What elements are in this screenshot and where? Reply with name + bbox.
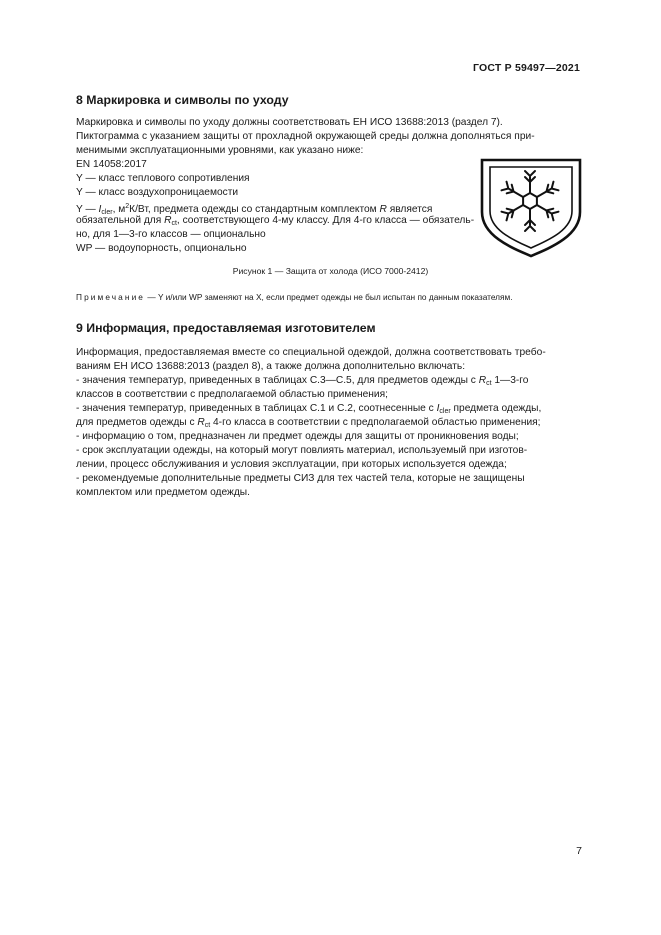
section-8-paragraph-2-line-2: менимыми эксплуатационными уровнями, как указано ниже: <box>76 145 364 156</box>
text: , соответствующего 4-му классу. Для 4-го класса — обязатель- <box>176 215 475 226</box>
text: Y — <box>76 204 99 215</box>
subscript: ct <box>204 422 211 429</box>
text: 1—3-го <box>491 375 529 386</box>
section-8-paragraph-2-line-1: Пиктограмма с указанием защиты от прохладной окружающей среды должна дополняться при- <box>76 131 535 142</box>
text: для предметов одежды с <box>76 417 198 428</box>
level-thermal-resistance: Y — класс теплового сопротивления <box>76 173 250 184</box>
text: обязательной для <box>76 215 165 226</box>
text: предмета одежды, <box>450 403 542 414</box>
subscript: ct <box>171 220 177 227</box>
symbol: R <box>478 375 487 386</box>
list-item-3: - информацию о том, предназначен ли предмет одежды для защиты от проникновения воды; <box>76 431 519 442</box>
symbol: I <box>98 204 102 215</box>
superscript: 2 <box>125 203 130 210</box>
list-item-1-line-2: классов в соответствии с предполагаемой областью применения; <box>76 389 388 400</box>
list-item-5-line-1: - рекомендуемые дополнительные предметы СИЗ для тех частей тела, которые не защищены <box>76 473 525 484</box>
list-item-4-line-1: - срок эксплуатации одежды, на который могут повлиять материал, используемый при изготов- <box>76 445 528 456</box>
subscript: ct <box>486 380 492 387</box>
text: , м <box>112 204 126 215</box>
subscript: cler <box>101 209 113 216</box>
list-item-5-line-2: комплектом или предметом одежды. <box>76 487 250 498</box>
standard-reference: EN 14058:2017 <box>76 159 147 170</box>
note-label: Примечание <box>76 292 146 302</box>
list-item-4-line-2: лении, процесс обслуживания и условия эксплуатации, при которых используется одежда; <box>76 459 507 470</box>
level-water-resistance: WP — водоупорность, опционально <box>76 243 247 254</box>
symbol: I <box>436 403 440 414</box>
text: - значения температур, приведенных в таблицах С.1 и С.2, соотнесенные с <box>76 403 437 414</box>
section-9-title: 9 Информация, предоставляемая изготовителем <box>76 321 376 335</box>
section-9-line-1: Информация, предоставляемая вместе со специальной одеждой, должна соответствовать требо- <box>76 347 546 358</box>
note <box>76 292 513 302</box>
section-8-title: 8 Маркировка и символы по уходу <box>76 93 289 107</box>
page-number: 7 <box>576 845 582 857</box>
level-air-permeability: Y — класс воздухопроницаемости <box>76 187 239 198</box>
symbol: R <box>379 204 387 215</box>
subscript: cler <box>439 408 451 415</box>
text: 4-го класса в соответствии с предполагаемой областью применения; <box>210 417 541 428</box>
section-9-line-2: ваниям ЕН ИСО 13688:2013 (раздел 8), а также должна дополнительно включать: <box>76 361 466 372</box>
level-insulation-line-3: но, для 1—3-го классов — опционально <box>76 229 266 240</box>
text: является <box>386 204 433 215</box>
symbol: R <box>164 215 172 226</box>
note-text: — Y и/или WP заменяют на X, если предмет одежды не был испытан по данным показателям. <box>145 292 513 302</box>
figure-caption: Рисунок 1 — Защита от холода (ИСО 7000-2412) <box>232 266 429 276</box>
snowflake-shield-icon <box>478 158 584 258</box>
document-code: ГОСТ Р 59497—2021 <box>472 62 580 74</box>
text: - значения температур, приведенных в таблицах С.3—С.5, для предметов одежды с <box>76 375 479 386</box>
text: К/Вт, предмета одежды со стандартным комплектом <box>129 204 380 215</box>
section-8-paragraph-1: Маркировка и символы по уходу должны соответствовать ЕН ИСО 13688:2013 (раздел 7). <box>76 117 503 128</box>
symbol: R <box>197 417 205 428</box>
